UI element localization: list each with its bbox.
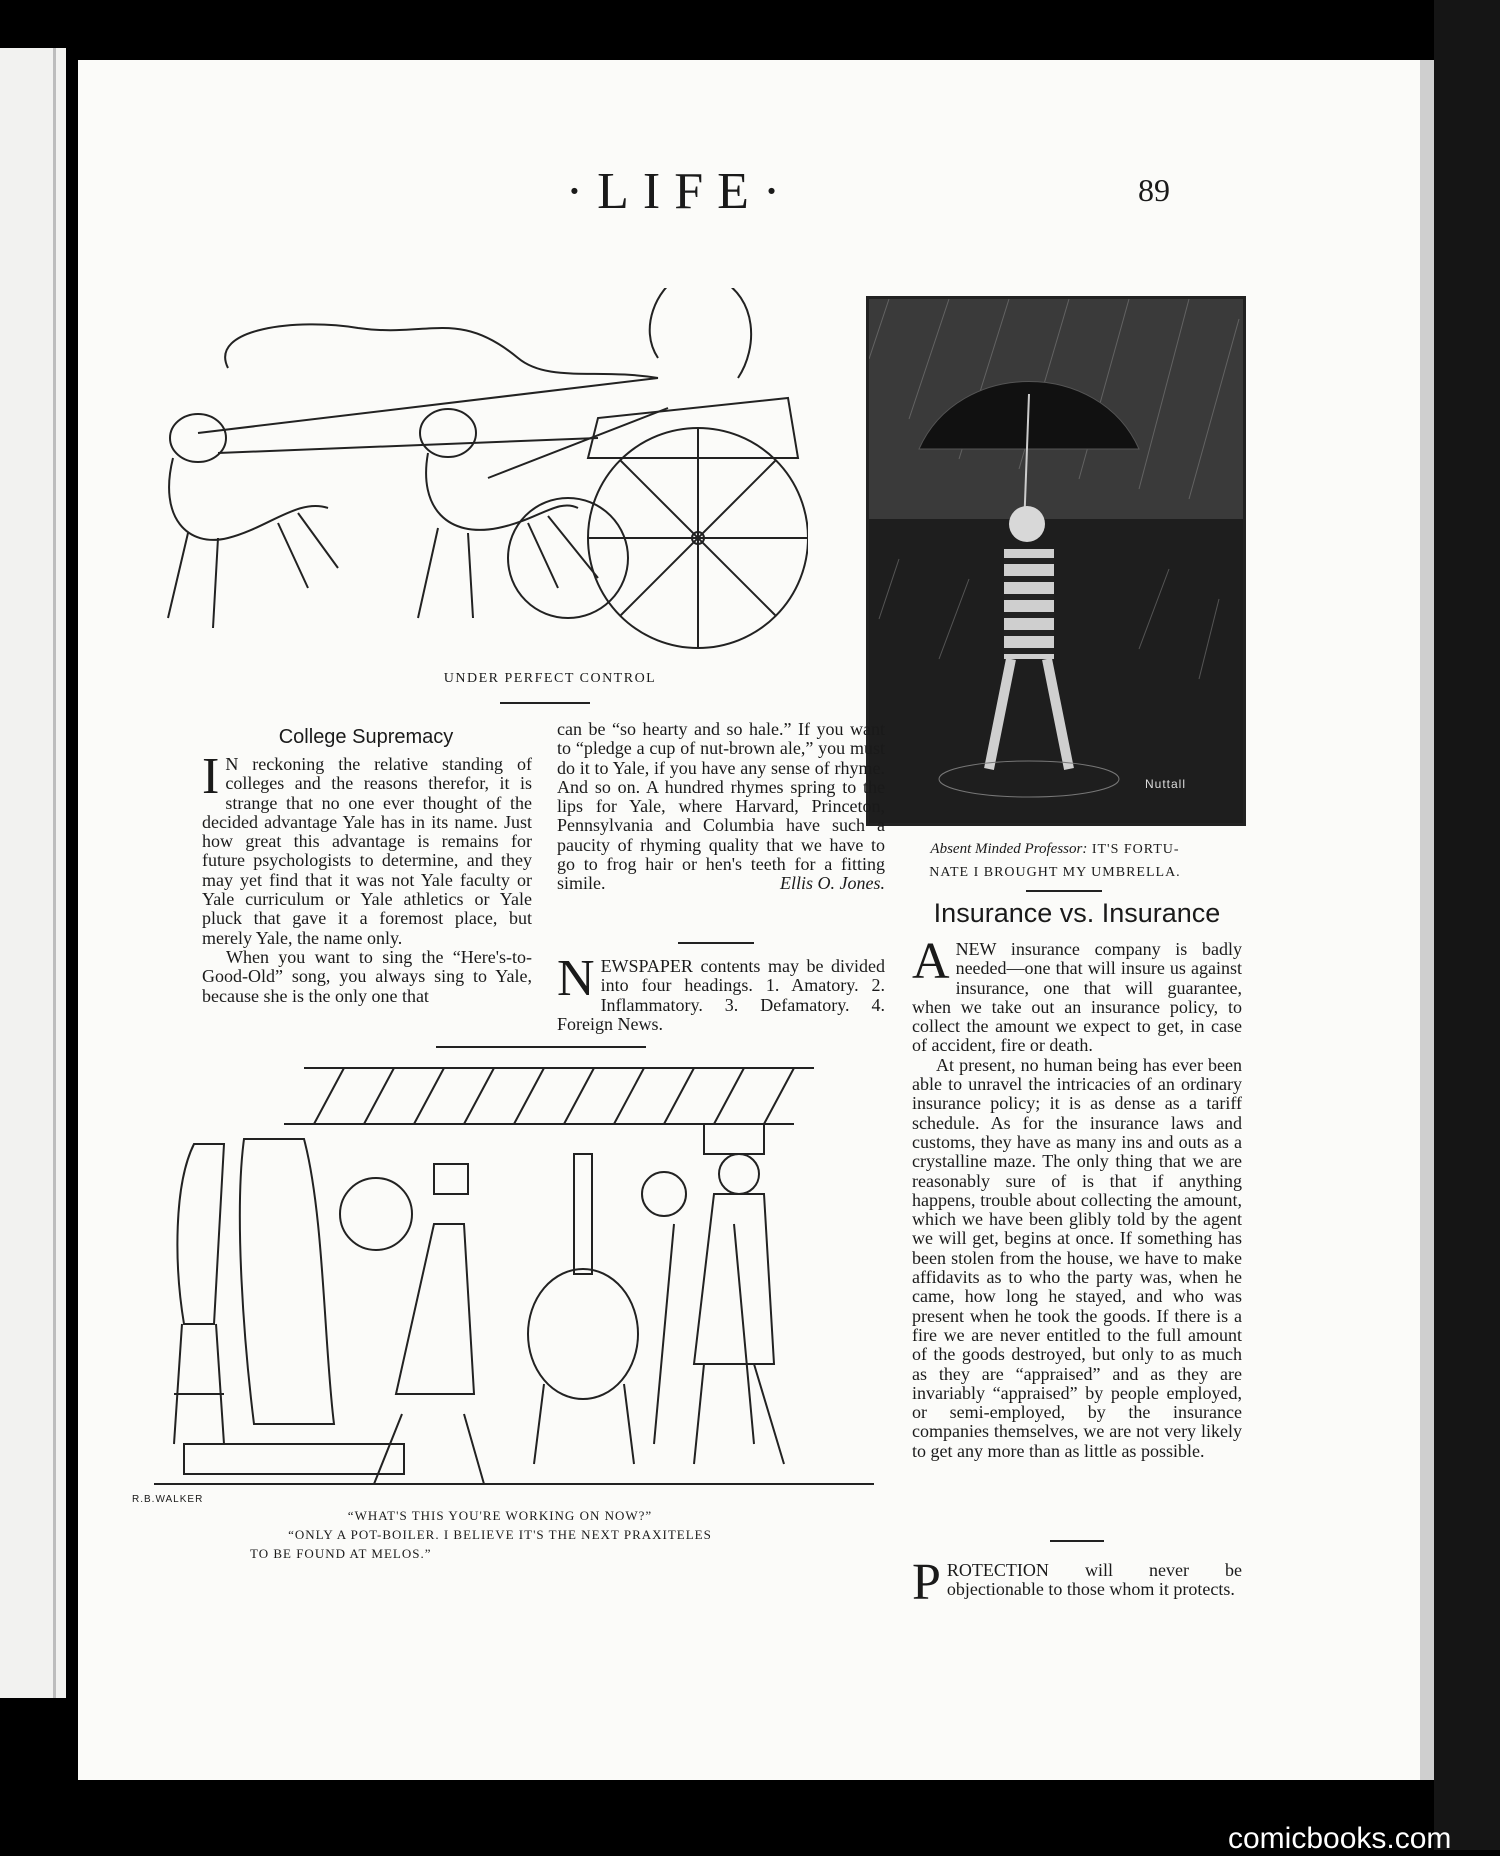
- professor-caption: [868, 838, 1242, 884]
- protection-item: [912, 1554, 1242, 1611]
- insurance-title: Insurance vs. Insurance: [933, 898, 1221, 928]
- divider-rule: [1050, 1540, 1104, 1542]
- studio-caption-line1: “WHAT'S THIS YOU'RE WORKING ON NOW?”: [347, 1508, 653, 1523]
- college-column-2: [557, 720, 885, 894]
- scan-border: [1434, 0, 1500, 1850]
- professor-caption-line1: IT'S FORTU-: [1087, 842, 1180, 857]
- masthead: ·LIFE·: [565, 163, 795, 220]
- cart-illustration: [98, 288, 808, 668]
- newspaper-text: EWSPAPER contents may be divided into four headings. 1. Amatory. 2. Inflammatory. 3. Defamatory. 4. Foreign News.: [557, 956, 885, 1034]
- newspaper-dropcap: N: [557, 950, 595, 1007]
- divider-rule: [678, 942, 754, 944]
- divider-rule: [500, 702, 590, 704]
- cart-caption: UNDER PERFECT CONTROL: [443, 671, 657, 686]
- college-para2-cont: can be “so hearty and so hale.” If you want to “pledge a cup of nut-brown ale,” you must do it to Yale, if you have any sense of rhyme. And so on. A hundred rhymes spring to the lips for Yale, where Harvard, Princeton, Pennsylvania and Columbia have such a paucity of rhyming quality that we have to go to frog hair or hen's teeth for a fitting simile.: [557, 719, 885, 894]
- watermark-text: comicbooks.com: [1228, 1822, 1452, 1855]
- professor-caption-italic: Absent Minded Professor:: [930, 841, 1088, 857]
- divider-rule: [436, 1046, 646, 1048]
- protection-dropcap: P: [912, 1554, 941, 1611]
- studio-caption-line3: TO BE FOUND AT MELOS.”: [250, 1546, 432, 1561]
- college-dropcap: I: [202, 748, 220, 805]
- page-edge-shadow: [1420, 60, 1434, 1780]
- professor-illustration: [866, 296, 1246, 826]
- newspaper-item: [557, 950, 885, 1034]
- divider-rule: [1026, 890, 1102, 892]
- professor-caption-line2: NATE I BROUGHT MY UMBRELLA.: [929, 865, 1181, 880]
- facing-page-edge: [0, 48, 66, 1698]
- page-number: 89: [1138, 172, 1170, 208]
- protection-text: ROTECTION will never be objectionable to those whom it protects.: [946, 1560, 1242, 1600]
- studio-illustration: [134, 1064, 884, 1492]
- professor-signature: Nuttall: [1145, 777, 1187, 791]
- college-title: College Supremacy: [278, 726, 454, 748]
- insurance-column: [912, 933, 1242, 1461]
- college-author: Ellis O. Jones.: [780, 873, 885, 894]
- insurance-para1: NEW insurance company is badly needed—one that will insure us against insurance, one that will guarantee, when we take out an insurance policy, to collect the amount we expect to get, in case of accident, fire or death.: [912, 939, 1242, 1056]
- insurance-dropcap: A: [912, 933, 950, 990]
- studio-signature: R.B.WALKER: [132, 1494, 204, 1505]
- studio-caption-line2: “ONLY A POT-BOILER. I BELIEVE IT'S THE NEXT PRAXITELES: [288, 1527, 712, 1542]
- studio-caption: [230, 1506, 770, 1563]
- insurance-para2: At present, no human being has ever been able to unravel the intricacies of an ordinary insurance policy; it is as dense as a tariff schedule. As for the insurance laws and customs, they have as many ins and outs as a crystalline maze. The only thing that we are reasonably sure of is that if anything happens, trouble about collecting the amount, which we have been glibly told by the agent we will get, begins at once. If something has been stolen from the house, we have to make affidavits as to who the party was, when he came, how long he stayed, and who was present when he took the goods. If there is a fire we are never entitled to the full amount of the goods destroyed, but only to as much as they are “appraised” and as they are invariably “appraised” by people employed, or semi-employed, by the insurance companies themselves, we are not very likely to get any more than as little as possible.: [912, 1054, 1242, 1461]
- college-para2-start: When you want to sing the “Here's-to-Good-Old” song, you always sing to Yale, because she is the only one that: [202, 946, 532, 1006]
- college-para1: N reckoning the relative standing of colleges and the reasons therefor, it is strange that no one ever thought of the decided advantage Yale has in its name. Just how great this advantage is remains for future psychologists to determine, and they may yet find that it was not Yale faculty or Yale curriculum or Yale athletics or Yale pluck that gave it a foremost place, but merely Yale, the name only.: [202, 754, 532, 948]
- college-column-1: [202, 748, 532, 1006]
